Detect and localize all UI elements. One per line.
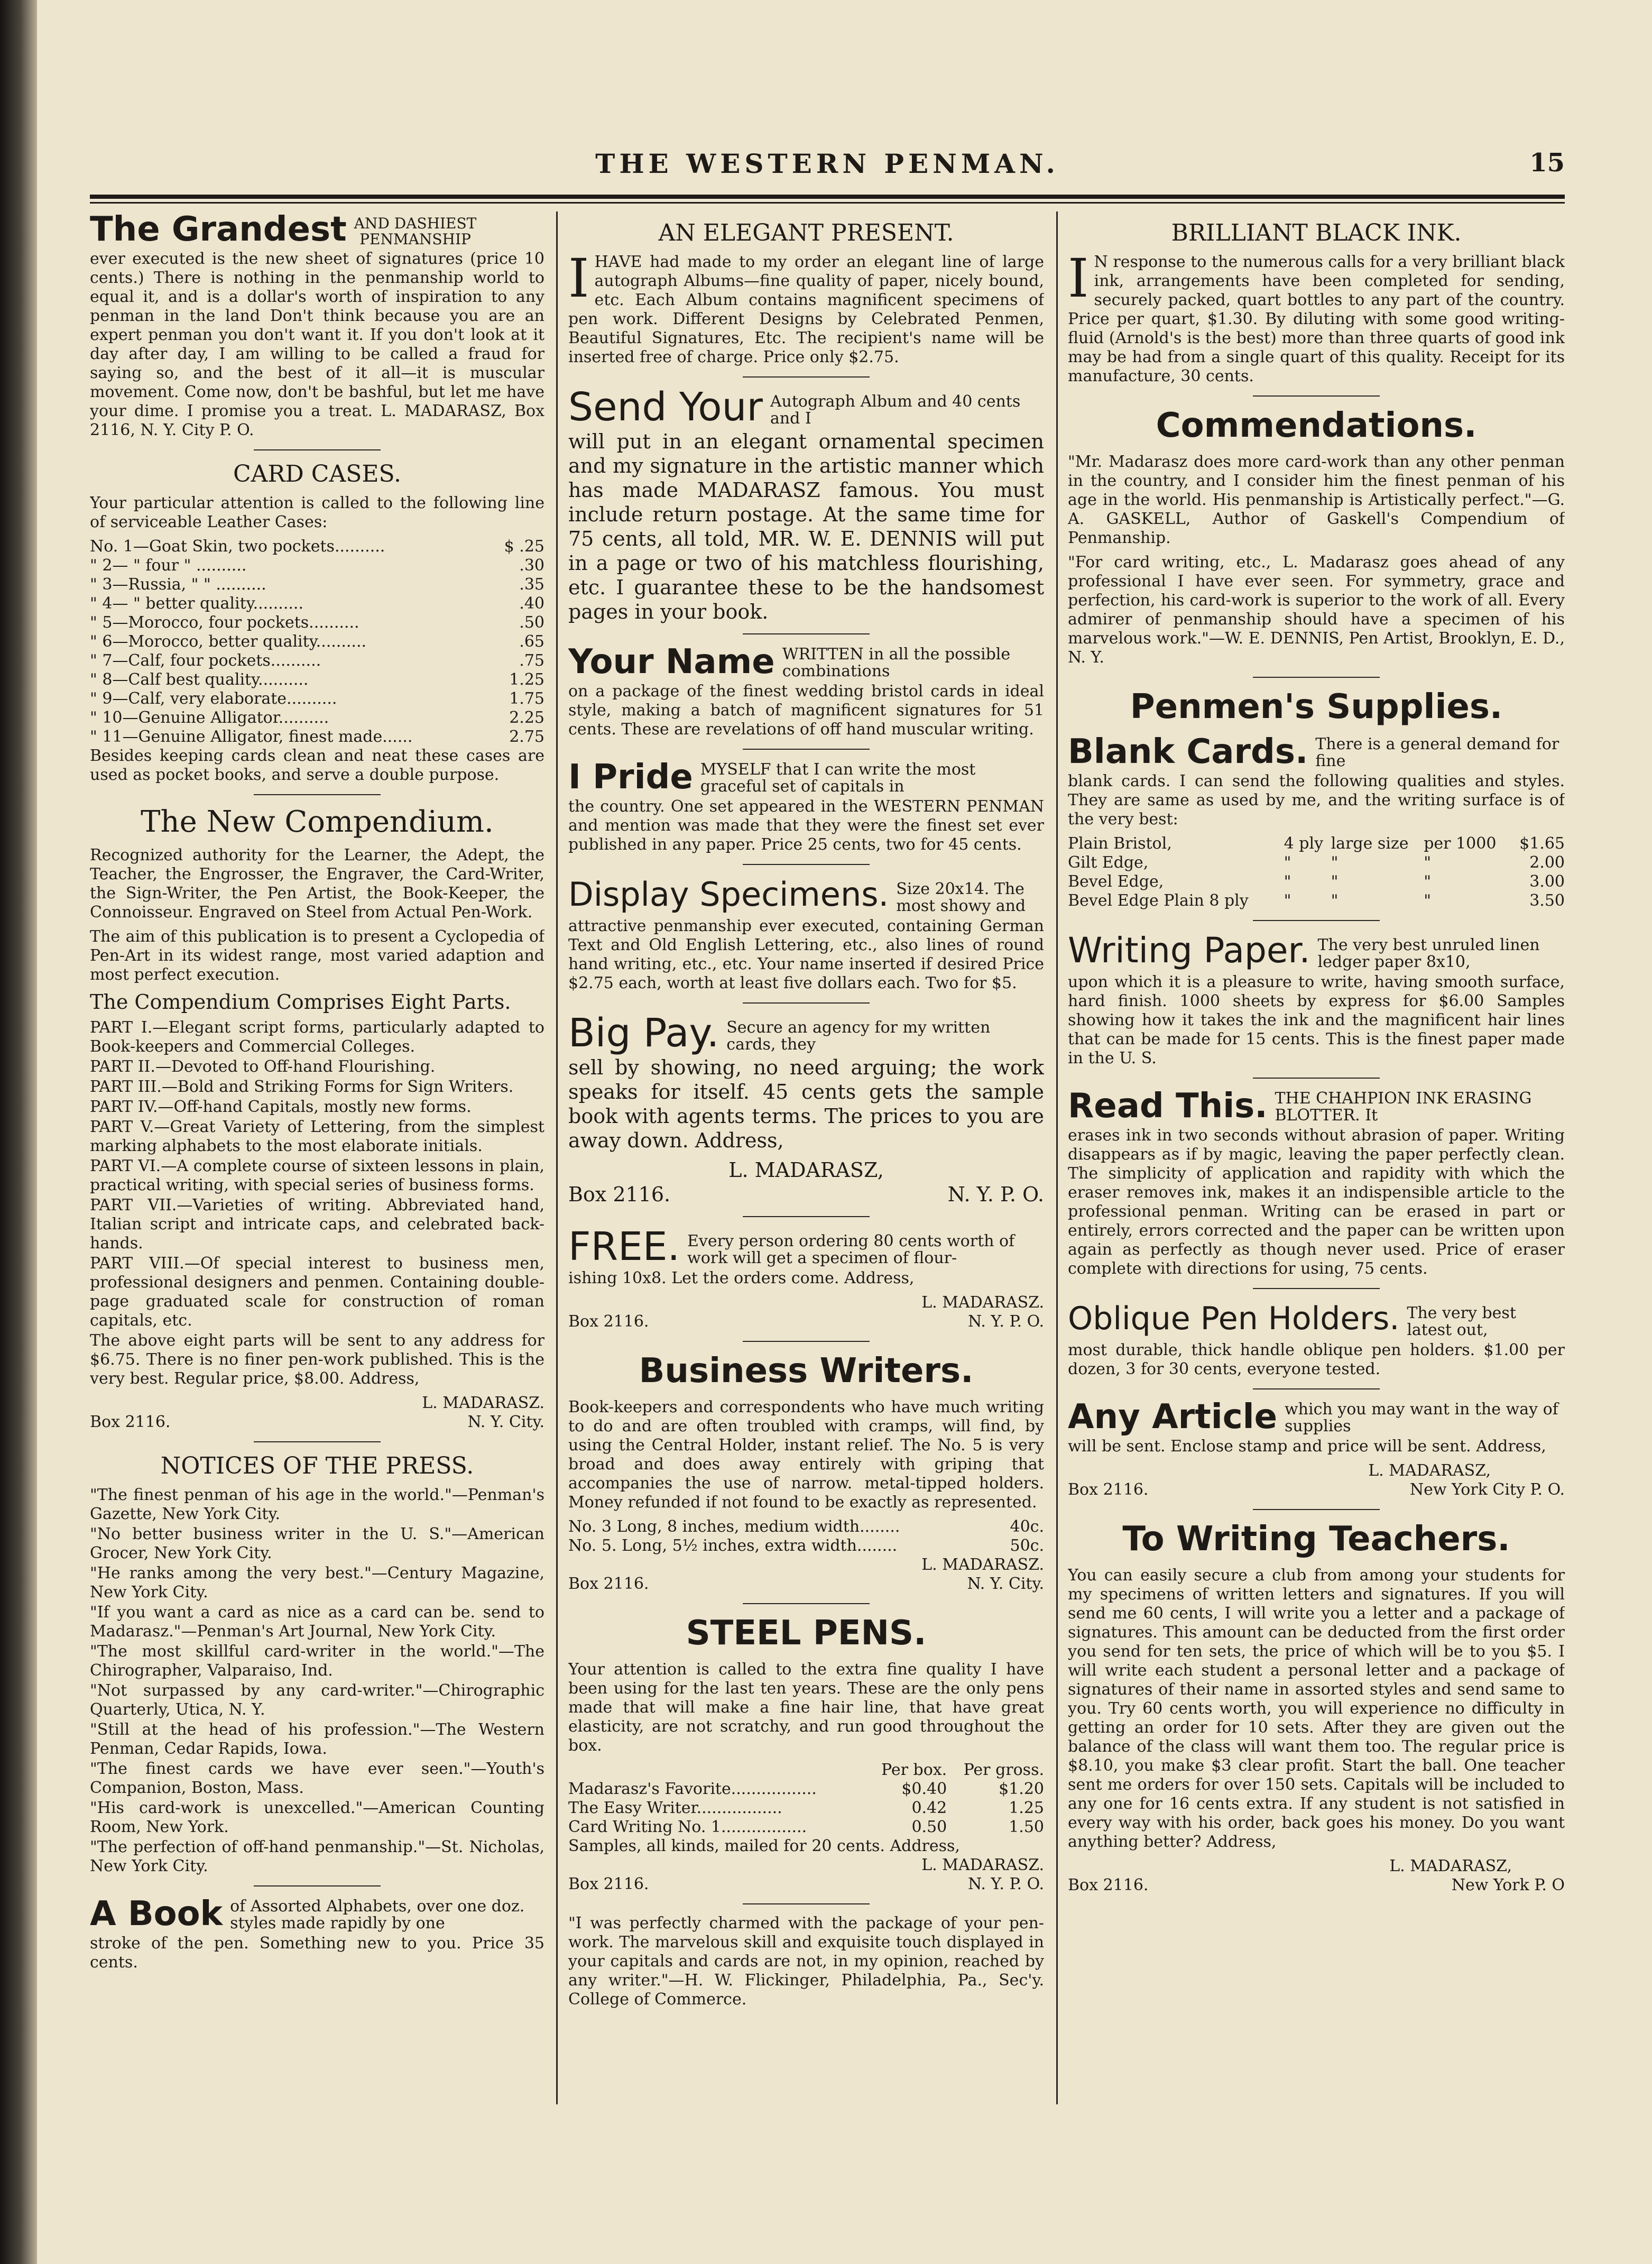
separator [254, 449, 381, 450]
quote: "The finest penman of his age in the world."—Penman's Gazette, New York City. [90, 1486, 544, 1523]
ad-heading [568, 384, 1044, 430]
item-price: 2.25 [509, 708, 544, 727]
ad-lead: I Pride [568, 758, 693, 797]
list-item [568, 1517, 1044, 1536]
drop-cap: I [1068, 247, 1089, 309]
quote: "The perfection of off-hand penmanship."—St. Nicholas, New York City. [90, 1838, 544, 1875]
ad-lead: A Book [90, 1894, 223, 1934]
item-label: " 4— " better quality.......... [90, 594, 303, 613]
ad-heading [1068, 734, 1565, 770]
signature: L. MADARASZ. [921, 1556, 1044, 1574]
cell: per 1000 [1424, 834, 1497, 853]
separator [1253, 677, 1380, 678]
ad-body: stroke of the pen. Something new to you. Price 35 cents. [90, 1934, 544, 1972]
signature: L. MADARASZ. [921, 1293, 1044, 1312]
ad-aside: Secure an agency for my written cards, they [726, 1018, 991, 1054]
ad-lead: Big Pay. [568, 1010, 719, 1056]
drop-cap: I [568, 247, 589, 309]
po-box: Box 2116. [568, 1183, 671, 1206]
separator [743, 376, 870, 378]
city: N. Y. P. O. [947, 1183, 1044, 1206]
ad-body: on a package of the finest wedding bristol cards in ideal style, making a batch of magnificent signatures for 51 cents. These are revelations of off hand muscular writing. [568, 682, 1044, 739]
list-item [90, 689, 544, 708]
ad-aside: There is a general demand for fine [1315, 735, 1559, 770]
book-spine-shadow [0, 0, 37, 2264]
cell: 1.50 [1009, 1818, 1044, 1836]
ad-lead: Any Article [1068, 1397, 1277, 1437]
ad-heading [1068, 1299, 1565, 1339]
ad-body: will put in an elegant ornamental specimen and my signature in the artistic manner which has made MADARASZ famous. You must include return postage. At the same time for 75 cents, all told, MR. W. E. DENNIS will put in a page or two of his matchless flourishing, etc. I guarantee these to be the handsomest pages in your book. [568, 430, 1044, 623]
cell: large size [1331, 834, 1409, 853]
address-line [1068, 1480, 1565, 1499]
signature: L. MADARASZ. [422, 1394, 544, 1412]
part-item: PART I.—Elegant script forms, particularly adapted to Book-keepers and Commercial Colleges. [90, 1018, 544, 1056]
ad-heading [90, 211, 544, 247]
ad-heading [568, 1010, 1044, 1056]
ad-body: most durable, thick handle oblique pen holders. $1.00 per dozen, 3 for 30 cents, everyone tested. [1068, 1341, 1565, 1378]
ad-aside: The very best latest out, [1407, 1304, 1516, 1339]
ad-aside: of Assorted Alphabets, over one doz. styles made rapidly by one [230, 1897, 525, 1932]
address-line [90, 1413, 544, 1432]
item-label: " 7—Calf, four pockets.......... [90, 651, 321, 670]
separator [743, 1603, 870, 1604]
ad-aside: The very best unruled linen ledger paper 8x10, [1317, 936, 1540, 971]
section-title: Business Writers. [639, 1351, 974, 1391]
ad-body: the country. One set appeared in the WESTERN PENMAN and mention was made that they were the finest set ever published in any paper. Price 25 cents, two for 45 cents. [568, 797, 1044, 854]
ad-body: blank cards. I can send the following qualities and styles. They are same as used by me, and the writing surface is of the very best: [1068, 772, 1565, 829]
cell: " [1284, 891, 1291, 910]
item-label: No. 3 Long, 8 inches, medium width........ [568, 1517, 900, 1536]
outro-text: Besides keeping cards clean and neat these cases are used as pocket books, and serve a double purpose. [90, 747, 544, 784]
separator [743, 1341, 870, 1342]
cell: $1.20 [999, 1780, 1044, 1798]
page-number: 15 [1529, 148, 1565, 178]
list-item [90, 575, 544, 594]
cell: Gilt Edge, [1068, 853, 1149, 872]
ad-aside: Every person ordering 80 cents worth of work will get a specimen of flour- [687, 1232, 1015, 1267]
ad-body: sell by showing, no need arguing; the work speaks for itself. 45 cents gets the sample book with agents terms. The prices to you are away down. Address, [568, 1056, 1044, 1152]
ad-heading [1068, 1399, 1565, 1435]
item-price: 2.75 [509, 728, 544, 746]
item-label: " 2— " four " .......... [90, 556, 247, 575]
section-title: Commendations. [1156, 406, 1477, 445]
ad-aside: Autograph Album and 40 cents and I [770, 392, 1021, 428]
header-rule [90, 195, 1565, 199]
list-item [90, 537, 544, 556]
city: New York City P. O. [1409, 1480, 1565, 1499]
city: N. Y. P. O. [968, 1875, 1044, 1893]
address-line [568, 1182, 1044, 1207]
ad-body: N response to the numerous calls for a very brilliant black ink, arrangements have been completed for sending, securely packed, quart bottles to any part of the country. Price per quart, $1.30. By diluting with some good writing-fluid (Arnold's is the best) more than three quarts of good ink may be had from a single quart of this quality. Receipt for its manufacture, 30 cents. [1068, 253, 1565, 385]
ad-heading [1068, 1088, 1565, 1124]
ad-lead: Read This. [1068, 1087, 1268, 1126]
section-title: NOTICES OF THE PRESS. [160, 1452, 474, 1479]
list-item [90, 594, 544, 613]
part-item: PART III.—Bold and Striking Forms for Sign Writers. [90, 1078, 514, 1096]
ad-body: ishing 10x8. Let the orders come. Address, [568, 1269, 915, 1287]
aside-line: AND DASHIEST [354, 215, 477, 232]
separator [743, 1903, 870, 1904]
cell: " [1284, 872, 1291, 891]
ad-aside: THE CHAHPION INK ERASING BLOTTER. It [1275, 1089, 1532, 1125]
cell: 0.50 [911, 1818, 947, 1836]
section-title: STEEL PENS. [686, 1614, 927, 1653]
ad-heading [568, 644, 1044, 680]
ad-body: ever executed is the new sheet of signatures (price 10 cents.) There is nothing in the penmanship world to equal it, and is a dollar's worth of inspiration to any penman in the land Don't think because you are an expert penman you don't want it. If you don't look at it day after day, I am willing to be called a fraud for saying so, and the best of it all—it is muscular movement. Come now, don't be bashful, but let me have your dime. I promise you a treat. L. MADARASZ, Box 2116, N. Y. City P. O. [90, 250, 544, 439]
ad-lead: Display Specimens. [568, 875, 889, 914]
address-line [568, 1575, 1044, 1594]
cell: " [1331, 891, 1339, 910]
paragraph: The above eight parts will be sent to any address for $6.75. There is no finer pen-work published. This is the very best. Regular price, $8.00. Address, [90, 1331, 544, 1388]
column-header: Per gross. [963, 1761, 1044, 1779]
ad-aside: MYSELF that I can write the most graceful set of capitals in [700, 760, 976, 796]
ad-aside: which you may want in the way of supplies [1285, 1400, 1558, 1435]
ad-aside [354, 216, 477, 247]
cell: $1.65 [1519, 834, 1565, 853]
cell: " [1424, 853, 1432, 872]
item-price: .50 [519, 613, 544, 632]
table-row [1068, 834, 1565, 853]
cell: $0.40 [901, 1780, 947, 1798]
list-item [90, 613, 544, 632]
cell: Bevel Edge Plain 8 ply [1068, 891, 1249, 910]
signature: L. MADARASZ. [921, 1856, 1044, 1874]
quote: "The most skillful card-writer in the world."—The Chirographer, Valparaiso, Ind. [90, 1642, 544, 1680]
ad-lead: Your Name [568, 642, 775, 682]
quote: "No better business writer in the U. S."—American Grocer, New York City. [90, 1525, 544, 1562]
paragraph: Samples, all kinds, mailed for 20 cents. Address, [568, 1837, 960, 1855]
ad-lead: Blank Cards. [1068, 732, 1308, 771]
ad-body: erases ink in two seconds without abrasion of paper. Writing disappears as if by magic, leaving the paper perfectly clean. The simplicity of application and rapidity with which the eraser removes ink, makes it an indispensible article to the professional penman. Writing can be erased in part or entirely, errors corrected and the paper can be written upon again as perfectly as though never used. Price of eraser complete with directions for using, 75 cents. [1068, 1126, 1565, 1278]
item-price: 40c. [1010, 1517, 1044, 1536]
header-rule-thin [90, 202, 1565, 204]
separator [743, 1002, 870, 1004]
column-rule [1056, 211, 1058, 2104]
item-label: No. 5. Long, 5½ inches, extra width........ [568, 1536, 898, 1555]
quote: "The finest cards we have ever seen."—Youth's Companion, Boston, Mass. [90, 1760, 544, 1797]
intro-text: Your particular attention is called to the following line of serviceable Leather Cases: [90, 494, 544, 531]
ad-aside: WRITTEN in all the possible combinations [782, 645, 1011, 680]
quote: "Not surpassed by any card-writer."—Chirographic Quarterly, Utica, N. Y. [90, 1681, 544, 1719]
column-right [1068, 211, 1565, 2115]
ad-heading [1068, 931, 1565, 971]
item-label: " 9—Calf, very elaborate.......... [90, 689, 337, 708]
city: N. Y. City. [467, 1413, 544, 1431]
price-table [1068, 834, 1565, 910]
quote: "His card-work is unexcelled."—American Counting Room, New York. [90, 1799, 544, 1836]
list-item [568, 1536, 1044, 1556]
newspaper-page [37, 0, 1652, 2264]
list-item [90, 670, 544, 689]
cell: Card Writing No. 1................. [568, 1818, 807, 1836]
ad-heading [568, 1224, 1044, 1269]
item-label: " 8—Calf best quality.......... [90, 670, 309, 689]
testimonial: "I was perfectly charmed with the package of your pen-work. The marvelous skill and exquisite touch displayed in your capitals and cards are not, in my opinion, reached by any writer."—H. W. Flickinger, Philadelphia, Pa., Sec'y. College of Commerce. [568, 1914, 1044, 2009]
item-price: 1.25 [509, 670, 544, 689]
item-price: .30 [519, 556, 544, 575]
separator [743, 749, 870, 750]
item-label: " 11—Genuine Alligator, finest made...... [90, 728, 413, 746]
cell: 3.50 [1529, 891, 1565, 910]
cell: 1.25 [1009, 1799, 1044, 1817]
ad-body: HAVE had made to my order an elegant line of large autograph Albums—fine quality of paper, nicely bound, etc. Each Album contains magnificent specimens of pen work. Different Designs by Celebrated Penmen, Beautiful Signatures, Etc. The recipient's name will be inserted free of charge. Price only $2.75. [568, 253, 1044, 366]
signature: L. MADARASZ, [728, 1158, 884, 1182]
running-title: THE WESTERN PENMAN. [595, 148, 1059, 179]
paragraph: Your attention is called to the extra fine quality I have been using for the last ten years. These are the only pens made that will make a fine hair line, that have great elasticity, are not scratchy, and run good throughout the box. [568, 1660, 1044, 1755]
cell: 0.42 [911, 1799, 947, 1817]
cell: The Easy Writer................. [568, 1799, 782, 1817]
ad-heading [90, 1896, 544, 1932]
item-label: " 10—Genuine Alligator.......... [90, 708, 329, 727]
list-item [90, 728, 544, 747]
table-header [568, 1761, 1044, 1780]
cell: " [1424, 891, 1432, 910]
item-price: $ .25 [504, 537, 544, 556]
list-item [90, 651, 544, 670]
paragraph: "For card writing, etc., L. Madarasz goes ahead of any professional I have ever seen. For symmetry, grace and perfection, his card-work is superior to the work of all. Every admirer of penmanship should have a specimen of his marvelous work."—W. E. DENNIS, Pen Artist, Brooklyn, E. D., N. Y. [1068, 553, 1565, 667]
signature: L. MADARASZ, [1389, 1857, 1512, 1875]
ad-lead: The Grandest [90, 211, 347, 249]
item-label: " 6—Morocco, better quality.......... [90, 632, 367, 651]
item-price: .65 [519, 632, 544, 651]
part-item: PART II.—Devoted to Off-hand Flourishing. [90, 1057, 436, 1076]
cell: Bevel Edge, [1068, 872, 1164, 891]
ad-aside: Size 20x14. The most showy and [896, 880, 1026, 915]
column-left [90, 211, 544, 2115]
paragraph: The aim of this publication is to present a Cyclopedia of Pen-Art in its widest range, most varied adaption and most perfect execution. [90, 927, 544, 984]
column-header: Per box. [881, 1761, 947, 1779]
separator [1253, 1078, 1380, 1079]
quote: "If you want a card as nice as a card can be. send to Madarasz."—Penman's Art Journal, New York City. [90, 1603, 544, 1641]
cell: 3.00 [1529, 872, 1565, 891]
ad-lead: FREE. [568, 1224, 680, 1269]
po-box: Box 2116. [90, 1413, 171, 1431]
section-title: BRILLIANT BLACK INK. [1171, 219, 1462, 246]
ad-body: attractive penmanship ever executed, containing German Text and Old English Lettering, etc., also lines of round hand writing, etc., etc. Your name inserted if desired Price $2.75 each, worth at least five dollars each. Two for $5. [568, 917, 1044, 992]
paragraph: Recognized authority for the Learner, the Adept, the Teacher, the Engrosser, the Engraver, the Card-Writer, the Sign-Writer, the Pen Artist, the Book-Keeper, the Connoisseur. Engraved on Steel from Actual Pen-Work. [90, 846, 544, 922]
cell: " [1331, 872, 1339, 891]
item-price: .40 [519, 594, 544, 613]
paragraph: Book-keepers and correspondents who have much writing to do and are often troubled with cramps, will find, by using the Central Holder, instant relief. The No. 5 is very broad and does away entirely with griping that accompanies the use of narrow. metal-tipped holders. Money refunded if not found to be exactly as represented. [568, 1398, 1044, 1512]
separator [743, 1216, 870, 1217]
item-label: No. 1—Goat Skin, two pockets.......... [90, 537, 385, 556]
table-row [1068, 891, 1565, 910]
item-price: .35 [519, 575, 544, 594]
section-title: The New Compendium. [141, 805, 494, 839]
paragraph: "Mr. Madarasz does more card-work than any other penman in the country, and I consider him the finest penman of his age in the world. His penmanship is Artistically perfect."—G. A. GASKELL, Author of Gaskell's Compendium of Penmanship. [1068, 453, 1565, 547]
price-list [90, 537, 544, 747]
separator [743, 864, 870, 865]
city: New York P. O [1451, 1876, 1565, 1894]
signature: L. MADARASZ, [1368, 1461, 1491, 1480]
item-price: .75 [519, 651, 544, 670]
item-label: " 3—Russia, " " .......... [90, 575, 266, 594]
po-box: Box 2116. [568, 1575, 649, 1593]
po-box: Box 2116. [1068, 1876, 1149, 1894]
ad-heading [568, 759, 1044, 795]
part-item: PART V.—Great Variety of Lettering, from the simplest marking alphabets to the most elaborate initials. [90, 1118, 544, 1155]
separator [254, 794, 381, 795]
separator [254, 1441, 381, 1442]
city: N. Y. P. O. [968, 1312, 1044, 1331]
column-middle [568, 211, 1044, 2115]
ad-lead: Send Your [568, 384, 763, 430]
separator [1253, 395, 1380, 397]
ad-lead: Writing Paper. [1068, 930, 1310, 971]
cell: Madarasz's Favorite................. [568, 1780, 817, 1798]
table-row [568, 1799, 1044, 1818]
address-line [1068, 1876, 1565, 1895]
part-item: PART IV.—Off-hand Capitals, mostly new forms. [90, 1098, 472, 1116]
cell: 4 ply [1284, 834, 1324, 853]
po-box: Box 2116. [1068, 1480, 1149, 1499]
price-table [568, 1761, 1044, 1837]
section-title: AN ELEGANT PRESENT. [658, 219, 954, 246]
paragraph: You can easily secure a club from among your students for my specimens of written letters and signatures. If you will send me 60 cents, I will write you a letter and a package of signatures. This amount can be deducted from the first order you send for ten sets, the price of which will be to you $5. I will write each student a personal letter and a package of signatures of their name in assorted styles and send same to you. Try 60 cents worth, you will experience no difficulty in getting an order for 10 sets. After they are given out the balance of the class will want them too. The regular price is $8.10, you make $3 clear profit. Start the ball. One teacher sent me orders for over 150 sets. Capitals will be included to any one for 16 cents extra. If any student is not satisfied in every way with his order, back goes his money. Do you want anything better? Address, [1068, 1566, 1565, 1851]
separator [743, 633, 870, 634]
separator [1253, 1288, 1380, 1289]
separator [1253, 920, 1380, 921]
separator [1253, 1509, 1380, 1510]
section-title: To Writing Teachers. [1122, 1520, 1510, 1559]
ad-body: will be sent. Enclose stamp and price will be sent. Address, [1068, 1437, 1546, 1456]
aside-line: PENMANSHIP [359, 231, 471, 248]
part-item: PART VIII.—Of special interest to business men, professional designers and penmen. Containing double-page graduated scale for construction of roman capitals, etc. [90, 1254, 544, 1330]
separator [254, 1885, 381, 1886]
list-item [90, 708, 544, 728]
quote: "Still at the head of his profession."—The Western Penman, Cedar Rapids, Iowa. [90, 1720, 544, 1758]
table-row [568, 1780, 1044, 1799]
part-item: PART VI.—A complete course of sixteen lessons in plain, practical writing, with special series of business forms. [90, 1157, 544, 1194]
city: N. Y. City. [967, 1575, 1044, 1593]
cell: " [1331, 853, 1339, 872]
table-row [1068, 853, 1565, 872]
cell: 2.00 [1529, 853, 1565, 872]
item-label: " 5—Morocco, four pockets.......... [90, 613, 359, 632]
ad-lead: Oblique Pen Holders. [1068, 1300, 1400, 1337]
po-box: Box 2116. [568, 1875, 649, 1893]
item-price: 1.75 [509, 689, 544, 708]
quote: "He ranks among the very best."—Century Magazine, New York City. [90, 1564, 544, 1602]
separator [1253, 1388, 1380, 1389]
column-rule [556, 211, 558, 2104]
ad-heading [568, 875, 1044, 915]
list-item [90, 556, 544, 575]
section-title: CARD CASES. [233, 461, 402, 487]
part-item: PART VII.—Varieties of writing. Abbreviated hand, Italian script and intricate caps, and celebrated back-hands. [90, 1196, 544, 1253]
ad-body: upon which it is a pleasure to write, having smooth surface, hard finish. 1000 sheets by express for $6.00 Samples showing how it takes the ink and the magnificent hair lines that can be made for 15 cents. This is the finest paper made in the U. S. [1068, 973, 1565, 1067]
table-row [568, 1818, 1044, 1837]
list-item [90, 632, 544, 651]
cell: " [1424, 872, 1432, 891]
po-box: Box 2116. [568, 1312, 649, 1331]
subheading: The Compendium Comprises Eight Parts. [90, 990, 511, 1014]
address-line [568, 1312, 1044, 1331]
page-header [90, 148, 1565, 190]
section-title: Penmen's Supplies. [1130, 687, 1503, 726]
table-row [1068, 872, 1565, 891]
item-price: 50c. [1010, 1536, 1044, 1555]
address-line [568, 1875, 1044, 1894]
cell: " [1284, 853, 1291, 872]
cell: Plain Bristol, [1068, 834, 1172, 853]
